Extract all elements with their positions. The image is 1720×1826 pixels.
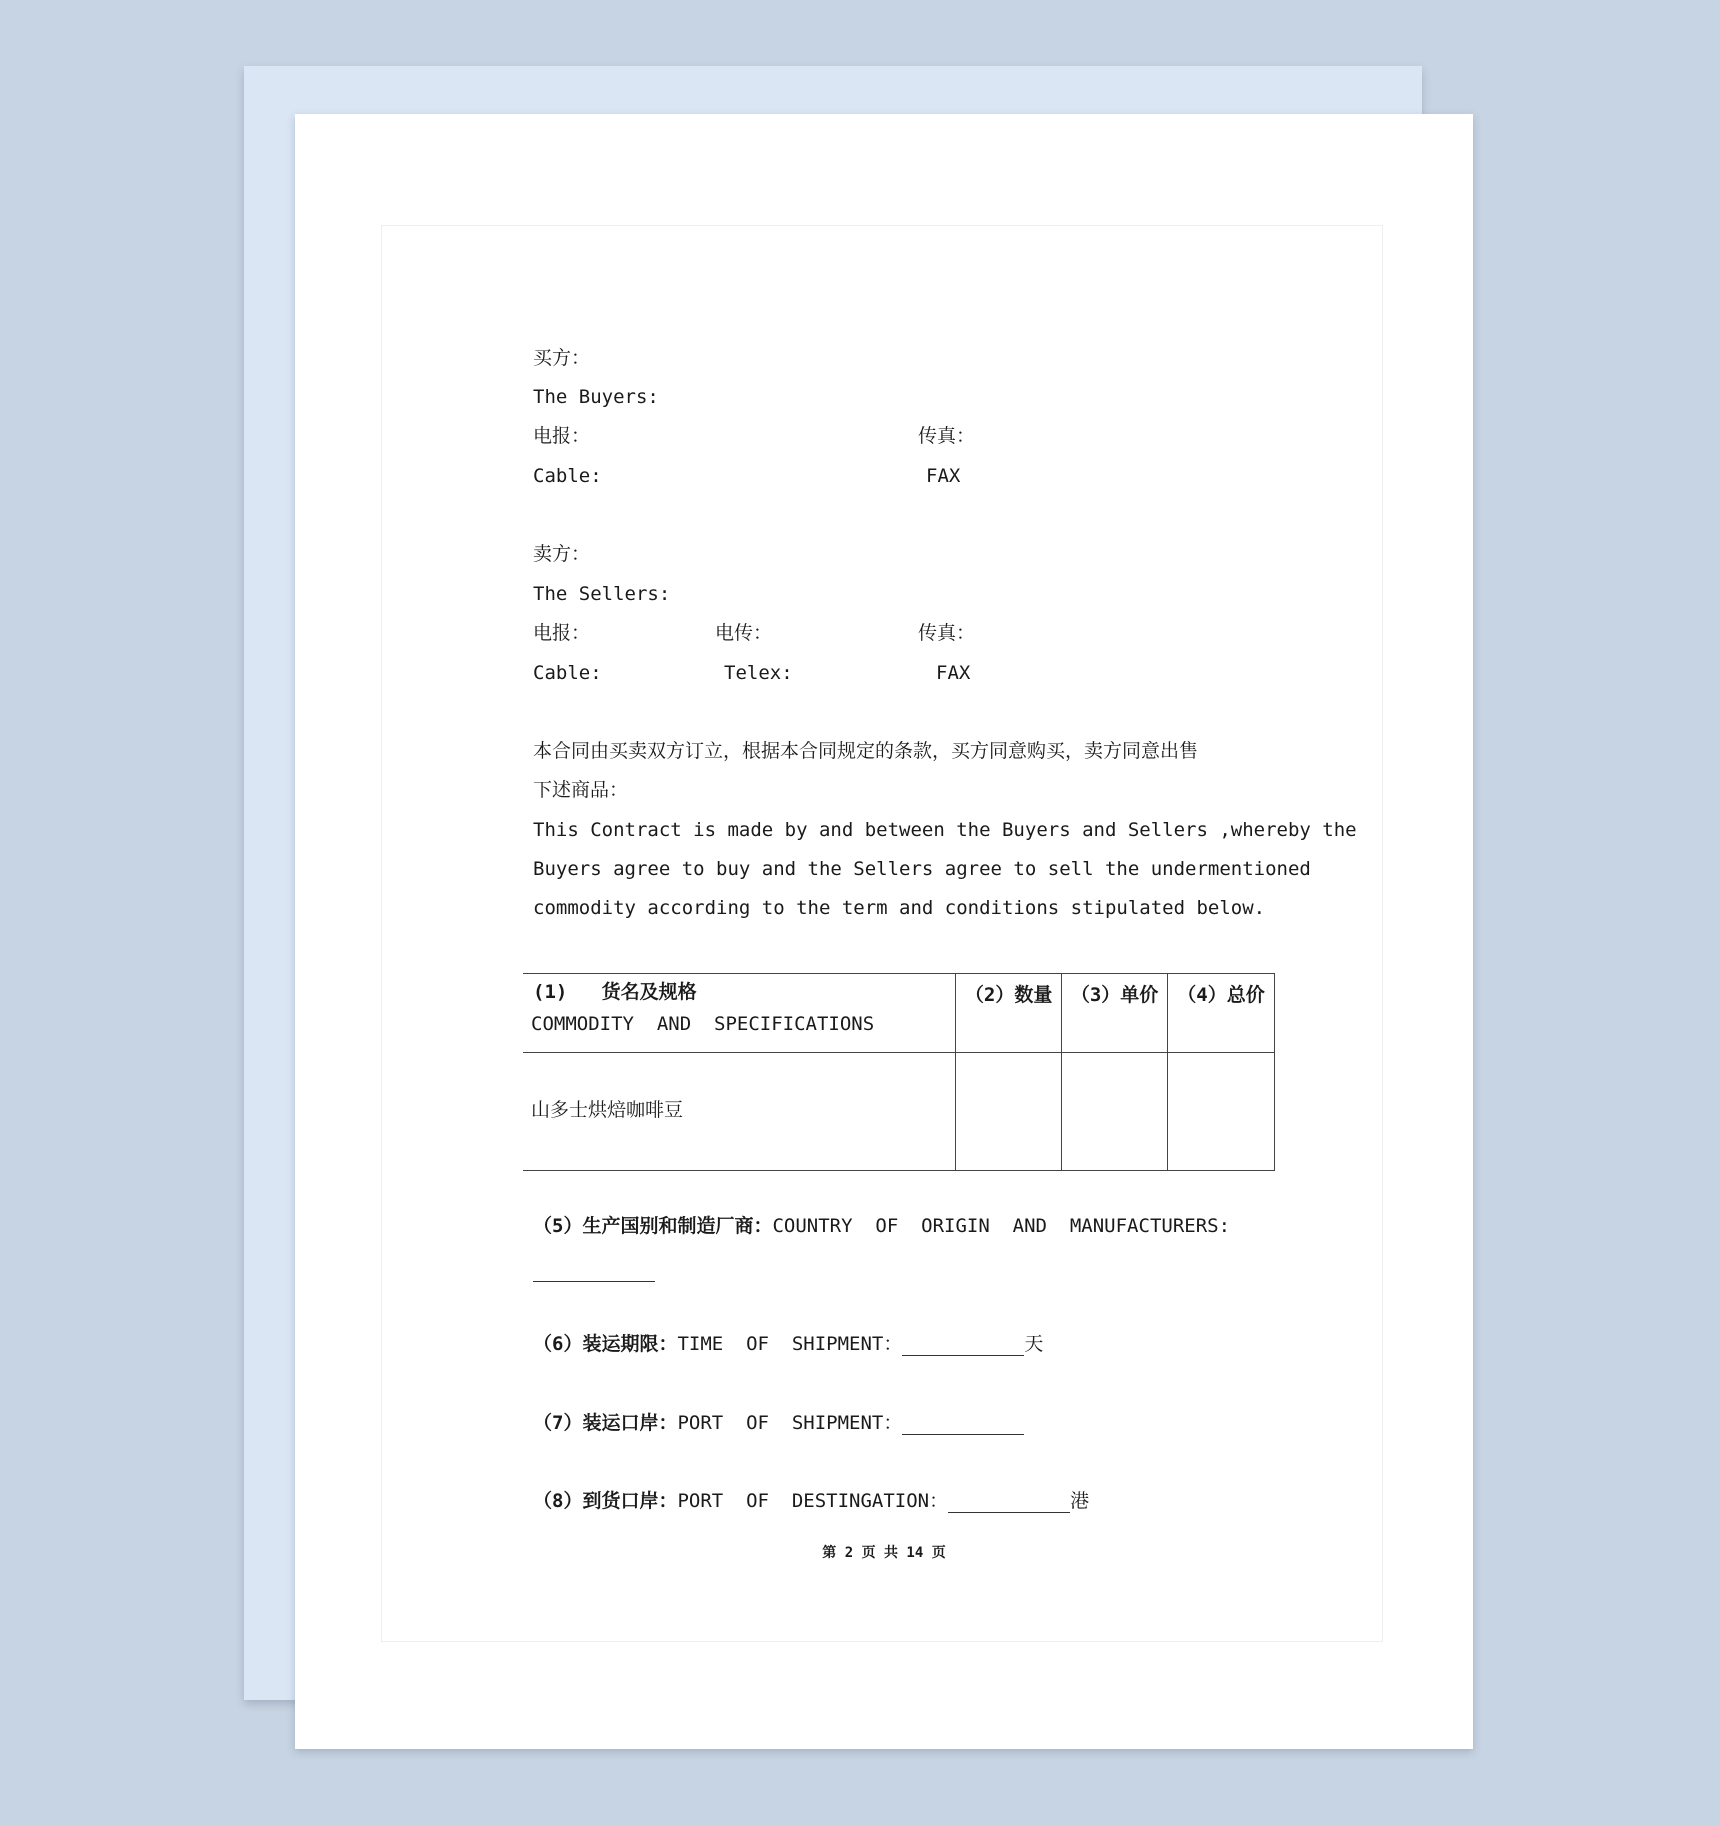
clause-8-label: （8）到货口岸： [533, 1490, 678, 1512]
page-number: 第 2 页 共 14 页 [822, 1545, 946, 1561]
buyers-fax-en: FAX [926, 465, 961, 487]
intro-cn-line2: 下述商品： [533, 779, 629, 801]
document-page [295, 114, 1473, 1749]
clause-7-en: PORT OF SHIPMENT： [677, 1412, 903, 1434]
unit-price-header-cell [1062, 974, 1168, 1053]
quantity-header-cell [956, 974, 1062, 1053]
clause-6 [533, 1332, 1043, 1356]
table-row [523, 1053, 1275, 1171]
clause-7-blank [902, 1414, 1024, 1435]
clause-6-label: （6）装运期限： [533, 1333, 678, 1355]
clause-6-unit: 天 [1024, 1333, 1044, 1355]
sellers-label-en: The Sellers: [533, 583, 671, 605]
clause-8-blank [948, 1492, 1070, 1513]
sellers-telex-en: Telex: [724, 662, 793, 684]
commodity-item: 山多士烘焙咖啡豆 [531, 1099, 684, 1121]
sellers-label-cn: 卖方： [533, 543, 591, 565]
quantity-header: （2）数量 [964, 984, 1053, 1006]
sellers-cable-cn: 电报： [533, 622, 591, 644]
clause-5-en: COUNTRY OF ORIGIN AND MANUFACTURERS: [772, 1215, 1231, 1237]
intro-cn-line1: 本合同由买卖双方订立，根据本合同规定的条款，买方同意购买，卖方同意出售 [533, 740, 1199, 762]
clause-8 [533, 1489, 1089, 1513]
clause-8-en: PORT OF DESTINGATION： [677, 1490, 949, 1512]
sellers-fax-en: FAX [936, 662, 971, 684]
commodity-table [523, 973, 1275, 1171]
buyers-label-en: The Buyers: [533, 386, 659, 408]
intro-en-line3: commodity according to the term and conditions stipulated below. [533, 897, 1266, 919]
unit-price-cell [1062, 1053, 1168, 1171]
clause-8-unit: 港 [1070, 1490, 1090, 1512]
clause-5 [533, 1214, 1230, 1238]
clause-7 [533, 1411, 1024, 1435]
clause-5-label: （5）生产国别和制造厂商： [533, 1215, 773, 1237]
quantity-cell [956, 1053, 1062, 1171]
total-price-header: （4）总价 [1177, 984, 1265, 1006]
buyers-cable-en: Cable: [533, 465, 602, 487]
buyers-fax-cn: 传真： [918, 425, 976, 447]
clause-6-en: TIME OF SHIPMENT： [677, 1333, 903, 1355]
clause-5-blank [533, 1261, 655, 1282]
sellers-cable-en: Cable: [533, 662, 602, 684]
buyers-cable-cn: 电报： [533, 425, 591, 447]
table-header-row [523, 974, 1275, 1053]
unit-price-header: （3）单价 [1070, 984, 1159, 1006]
commodity-header-en: COMMODITY AND SPECIFICATIONS [531, 1013, 875, 1035]
sellers-telex-cn: 电传： [715, 622, 773, 644]
total-price-header-cell [1168, 974, 1275, 1053]
buyers-label-cn: 买方： [533, 347, 591, 369]
intro-en-line2: Buyers agree to buy and the Sellers agree to sell the undermentioned [533, 858, 1311, 880]
clause-6-blank [902, 1335, 1024, 1356]
clause-5-blank-line [533, 1258, 655, 1282]
intro-en-line1: This Contract is made by and between the Buyers and Sellers ,whereby the [533, 819, 1357, 841]
commodity-header-cn: (1) 货名及规格 [533, 981, 697, 1003]
clause-7-label: （7）装运口岸： [533, 1412, 678, 1434]
commodity-cell [523, 1053, 956, 1171]
commodity-header-cell [523, 974, 956, 1053]
sellers-fax-cn: 传真： [918, 622, 976, 644]
total-price-cell [1168, 1053, 1275, 1171]
